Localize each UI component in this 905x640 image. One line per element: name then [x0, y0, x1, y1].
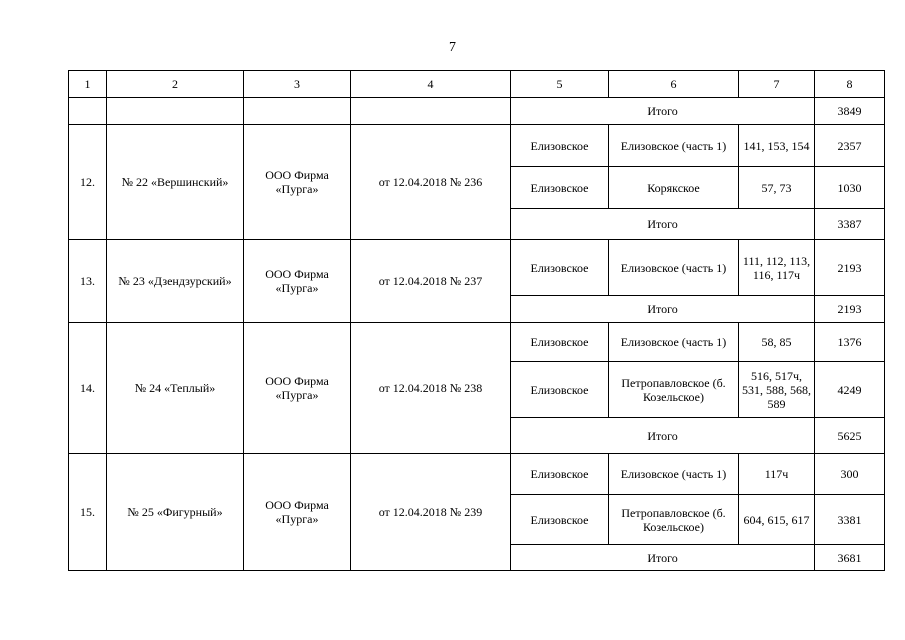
- district: Елизовское: [511, 362, 609, 418]
- forestry: Елизовское (часть 1): [609, 323, 739, 362]
- forestry: Петропавловское (б. Козельское): [609, 495, 739, 545]
- table-row: [69, 240, 885, 296]
- document-ref: от 12.04.2018 № 236: [351, 125, 511, 240]
- table-header-row: [69, 71, 885, 98]
- area: 1376: [815, 323, 885, 362]
- ground-name: № 22 «Вершинский»: [107, 125, 244, 240]
- quarters: 57, 73: [739, 167, 815, 209]
- total-label: Итого: [511, 545, 815, 571]
- hunting-grounds-table: [68, 70, 885, 571]
- forestry: Елизовское (часть 1): [609, 125, 739, 167]
- total-label: Итого: [511, 209, 815, 240]
- document-ref: от 12.04.2018 № 238: [351, 323, 511, 454]
- row-number: 13.: [69, 240, 107, 323]
- district: Елизовское: [511, 323, 609, 362]
- district: Елизовское: [511, 240, 609, 296]
- quarters: 58, 85: [739, 323, 815, 362]
- total-value: 2193: [815, 296, 885, 323]
- total-row: [69, 98, 885, 125]
- district: Елизовское: [511, 125, 609, 167]
- district: Елизовское: [511, 495, 609, 545]
- row-number: 14.: [69, 323, 107, 454]
- ground-name: № 24 «Теплый»: [107, 323, 244, 454]
- area: 1030: [815, 167, 885, 209]
- forestry: Петропавловское (б. Козельское): [609, 362, 739, 418]
- header-cell: 8: [815, 71, 885, 98]
- ground-name: № 25 «Фигурный»: [107, 454, 244, 571]
- quarters: 516, 517ч, 531, 588, 568, 589: [739, 362, 815, 418]
- forestry: Корякское: [609, 167, 739, 209]
- document-ref: от 12.04.2018 № 237: [351, 240, 511, 323]
- ground-name: № 23 «Дзендзурский»: [107, 240, 244, 323]
- total-value: 3681: [815, 545, 885, 571]
- area: 3381: [815, 495, 885, 545]
- total-label: Итого: [511, 98, 815, 125]
- area: 2357: [815, 125, 885, 167]
- row-number: 15.: [69, 454, 107, 571]
- forestry: Елизовское (часть 1): [609, 240, 739, 296]
- row-number: 12.: [69, 125, 107, 240]
- total-label: Итого: [511, 418, 815, 454]
- district: Елизовское: [511, 167, 609, 209]
- quarters: 111, 112, 113, 116, 117ч: [739, 240, 815, 296]
- header-cell: 6: [609, 71, 739, 98]
- area: 300: [815, 454, 885, 495]
- header-cell: 4: [351, 71, 511, 98]
- table-row: [69, 125, 885, 167]
- page-number: 7: [449, 40, 456, 55]
- total-label: Итого: [511, 296, 815, 323]
- organization: ООО Фирма «Пурга»: [244, 323, 351, 454]
- header-cell: 7: [739, 71, 815, 98]
- quarters: 117ч: [739, 454, 815, 495]
- header-cell: 3: [244, 71, 351, 98]
- header-cell: 2: [107, 71, 244, 98]
- organization: ООО Фирма «Пурга»: [244, 454, 351, 571]
- header-cell: 1: [69, 71, 107, 98]
- district: Елизовское: [511, 454, 609, 495]
- area: 2193: [815, 240, 885, 296]
- total-value: 3849: [815, 98, 885, 125]
- table-row: [69, 323, 885, 362]
- area: 4249: [815, 362, 885, 418]
- document-ref: от 12.04.2018 № 239: [351, 454, 511, 571]
- organization: ООО Фирма «Пурга»: [244, 125, 351, 240]
- header-cell: 5: [511, 71, 609, 98]
- total-value: 5625: [815, 418, 885, 454]
- organization: ООО Фирма «Пурга»: [244, 240, 351, 323]
- quarters: 604, 615, 617: [739, 495, 815, 545]
- forestry: Елизовское (часть 1): [609, 454, 739, 495]
- quarters: 141, 153, 154: [739, 125, 815, 167]
- table-row: [69, 454, 885, 495]
- total-value: 3387: [815, 209, 885, 240]
